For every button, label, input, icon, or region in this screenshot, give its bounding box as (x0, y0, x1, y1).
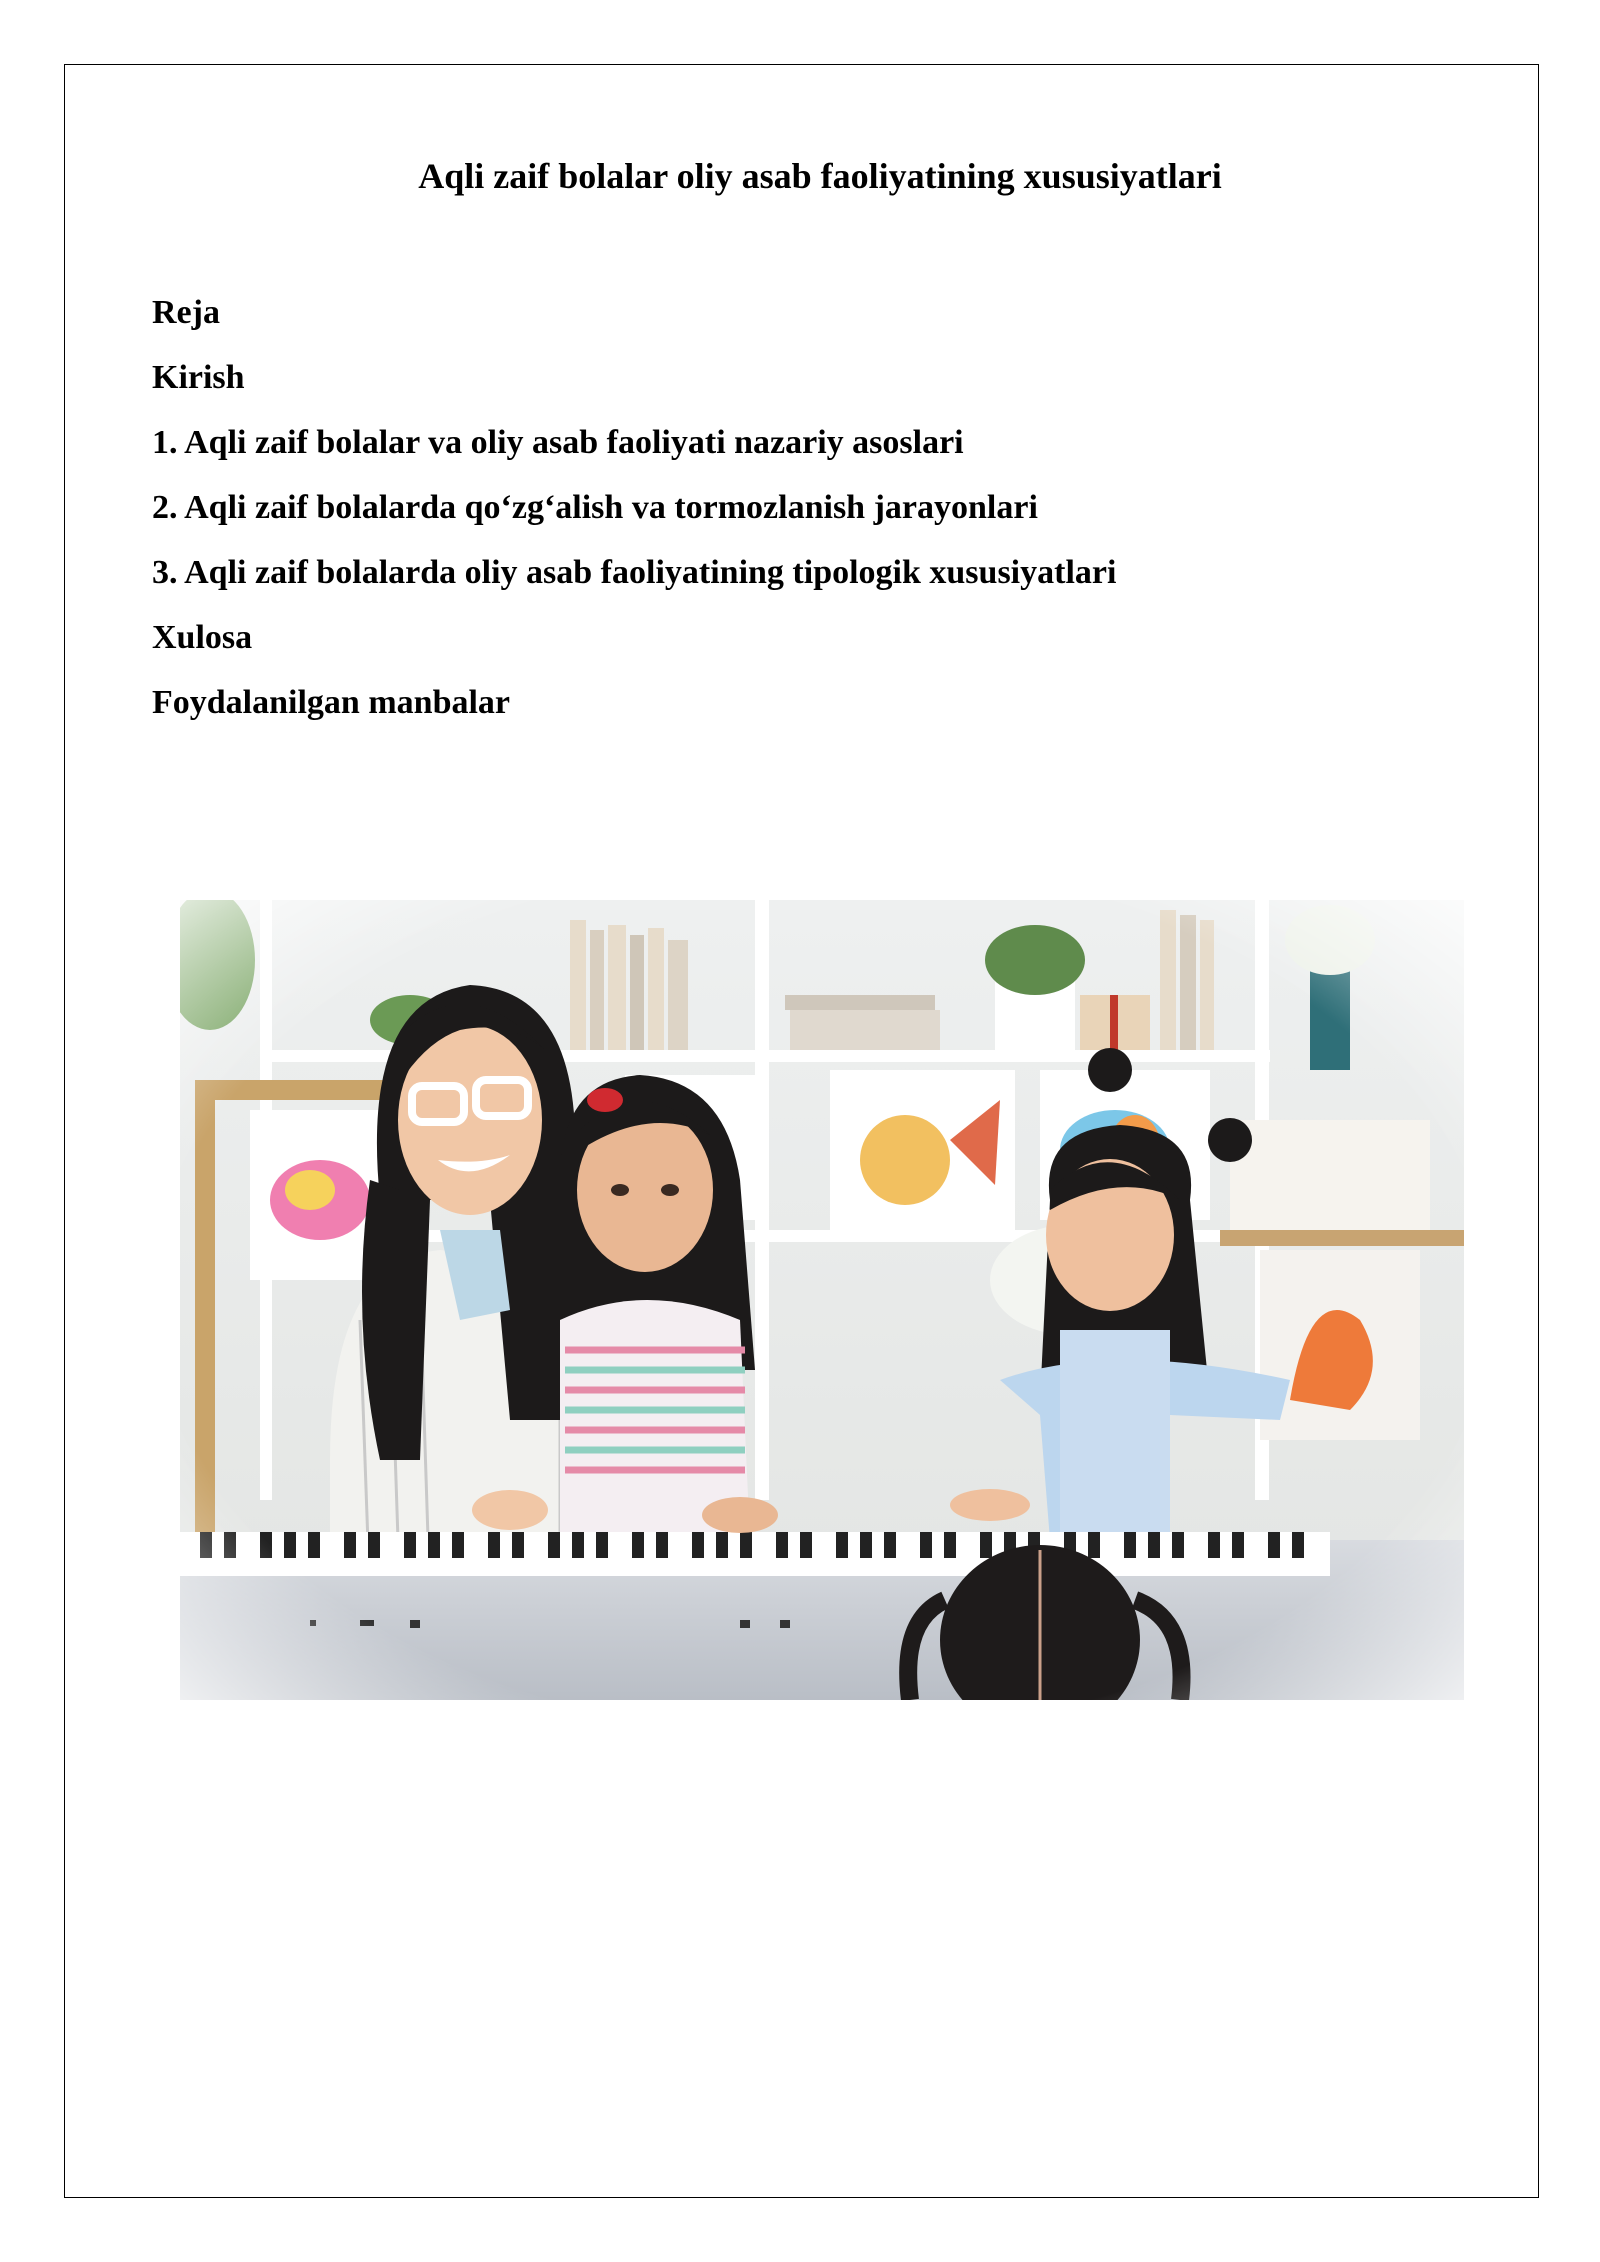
outline-item-kirish: Kirish (152, 359, 245, 396)
document-title: Aqli zaif bolalar oliy asab faoliyatining xususiyatlari (418, 156, 1222, 196)
outline-heading-reja: Reja (152, 294, 220, 331)
outline-item-1: 1. Aqli zaif bolalar va oliy asab faoliyati nazariy asoslari (152, 424, 964, 461)
classroom-photo (180, 900, 1464, 1700)
outline-item-xulosa: Xulosa (152, 619, 253, 656)
outline-item-3: 3. Aqli zaif bolalarda oliy asab faoliyatining tipologik xususiyatlari (152, 554, 1117, 591)
outline-item-manbalar: Foydalanilgan manbalar (152, 684, 511, 721)
table-of-contents (152, 280, 1116, 735)
outline-item-2: 2. Aqli zaif bolalarda qo‘zg‘alish va tormozlanish jarayonlari (152, 489, 1038, 526)
